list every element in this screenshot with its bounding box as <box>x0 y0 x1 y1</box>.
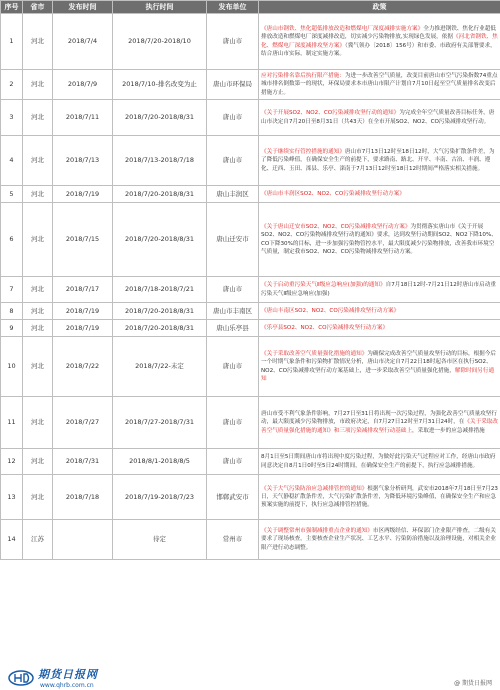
policy-title-text: 《唐山市丰润区SO2、NO2、CO污染减排攻坚行动方案》 <box>261 190 405 197</box>
row-issuer: 唐山迁安市 <box>207 203 259 277</box>
row-policy <box>259 186 500 203</box>
row-number: 13 <box>1 475 23 520</box>
row-publish-date: 2018/7/15 <box>53 203 113 277</box>
row-number: 1 <box>1 14 23 70</box>
row-province: 河北 <box>23 277 53 303</box>
row-issuer: 邯郸武安市 <box>207 475 259 520</box>
row-issuer: 唐山市 <box>207 397 259 449</box>
row-issuer: 唐山市丰南区 <box>207 303 259 320</box>
policy-title-text: 《关于大气污染防治应急减排管控的通知》 <box>261 485 368 492</box>
policy-title-text: 《关于采取改善空气质量强化措施的通知》 <box>261 351 368 358</box>
row-policy <box>259 337 500 397</box>
table-row <box>1 337 500 397</box>
row-exec-period: 2018/7/18-2018/7/21 <box>113 277 207 303</box>
row-province: 河北 <box>23 70 53 100</box>
row-issuer: 唐山市 <box>207 449 259 475</box>
row-province: 江苏 <box>23 520 53 560</box>
table-row <box>1 14 500 70</box>
row-publish-date: 2018/7/27 <box>53 397 113 449</box>
row-exec-period: 2018/7/20-2018/8/31 <box>113 303 207 320</box>
table-row <box>1 277 500 303</box>
row-policy <box>259 320 500 337</box>
table-body <box>1 14 500 560</box>
table-row <box>1 136 500 186</box>
row-province: 河北 <box>23 449 53 475</box>
table-row <box>1 320 500 337</box>
row-exec-period: 2018/7/10-排名改变为止 <box>113 70 207 100</box>
table-row <box>1 70 500 100</box>
row-province: 河北 <box>23 136 53 186</box>
row-exec-period: 2018/7/20-2018/8/31 <box>113 100 207 136</box>
row-publish-date: 2018/7/9 <box>53 70 113 100</box>
policy-title-text: 《河北省钢铁、焦化、燃煤电厂深度减排攻坚方案》 <box>261 34 498 49</box>
row-publish-date: 2018/7/22 <box>53 337 113 397</box>
row-number: 14 <box>1 520 23 560</box>
row-publish-date: 2018/7/18 <box>53 475 113 520</box>
row-exec-period: 2018/7/27-2018/7/31 <box>113 397 207 449</box>
policy-body-text: 唐山市受不利气象条件影响，7月27日至31日将出现一次污染过程，为强化改善空气质量攻坚行动，最大限度减少污染物排放，市政府决定，自7月27日12时至7月31日24时，在 <box>261 411 497 426</box>
row-publish-date: 2018/7/17 <box>53 277 113 303</box>
policy-body-text: 唐山市7月13日12时至18日12时，大气污染扩散条件差，为了降低污染峰值，在确保安全生产的前提下，要求路南、路北、开平、丰南、古冶、丰润、遵化、迁西、玉田、滦县、乐亭、滦南于7月13日12时至18日12时期间严格落实相关措施。 <box>261 149 495 172</box>
policy-title-text: 《关于继续实行管控措施的通知》 <box>261 149 345 156</box>
logo-icon <box>8 670 34 686</box>
row-policy <box>259 475 500 520</box>
row-issuer: 唐山丰润区 <box>207 186 259 203</box>
row-province: 河北 <box>23 337 53 397</box>
row-exec-period: 2018/7/20-2018/8/31 <box>113 320 207 337</box>
row-exec-period: 2018/7/13-2018/7/18 <box>113 136 207 186</box>
table-row <box>1 449 500 475</box>
row-exec-period: 待定 <box>113 520 207 560</box>
row-publish-date: 2018/7/13 <box>53 136 113 186</box>
row-province: 河北 <box>23 100 53 136</box>
policy-body-text: 为进一步改善空气质量，改变目前唐山市空气污染指数74重点城市排名倒数第一的现状，环保局要求本市唐山市限产计划自7月10日起至空气质量排名改变后措施方止。 <box>261 73 498 96</box>
policy-body-text: 全力推进钢铁、焦化行业超低排放改造和燃煤电厂深度减排改造，切实减少污染物排放,实现绿色发展，依据 <box>261 26 496 41</box>
row-province: 河北 <box>23 14 53 70</box>
header-policy: 政策 <box>259 1 500 14</box>
table-row <box>1 203 500 277</box>
row-number: 11 <box>1 397 23 449</box>
table-row <box>1 100 500 136</box>
policy-body-text: 为贯彻落实唐山市《关于开展SO2、NO2、CO污染物减排攻坚行动的通知》要求，达到攻坚行动期间SO2、NO2下降10%、CO下降30%的目标，进一步加强污染物管控水平，最大限度减少污染物排放，改善我市环境空气质量，制定我市SO2、NO2、CO污染物减排攻坚行动方案。 <box>261 224 497 255</box>
policy-body-text: （冀气领办〔2018〕156号）和市委、市政府有关部署要求，结合唐山市实际，制定实施方案。 <box>261 42 496 57</box>
row-policy <box>259 136 500 186</box>
row-publish-date: 2018/7/31 <box>53 449 113 475</box>
row-exec-period: 2018/7/20-2018/8/31 <box>113 203 207 277</box>
row-number: 6 <box>1 203 23 277</box>
row-issuer: 唐山市 <box>207 100 259 136</box>
policy-title-text: 《关于唐山迁安市SO2、NO2、CO污染减排攻坚行动方案》 <box>261 224 411 231</box>
header-publish-date: 发布时间 <box>53 1 113 14</box>
policy-title-text: 《关于调整常州市强制减排重点企业的通知》 <box>261 528 373 535</box>
row-exec-period: 2018/8/1-2018/8/5 <box>113 449 207 475</box>
policy-title-text: 《乐亭县SO2、NO2、CO污染减排攻坚行动方案》 <box>261 324 389 331</box>
row-province: 河北 <box>23 203 53 277</box>
policy-body-text: 自7月18日12时-7月21日12时唐山市启动重污染天气Ⅱ级应急响应(加强) <box>261 282 496 297</box>
row-province: 河北 <box>23 186 53 203</box>
row-policy <box>259 520 500 560</box>
policy-body-text: 8月1日至5日期间唐山市将出现中度污染过程，为做好此污染天气过程应对工作，经唐山市政府同意决定自8月1日0时至5日24时期间，在确保安全生产的前提下，执行应急减排措施。 <box>261 454 496 469</box>
row-policy <box>259 303 500 320</box>
row-issuer: 唐山市环保局 <box>207 70 259 100</box>
row-exec-period: 2018/7/20-2018/10 <box>113 14 207 70</box>
row-number: 12 <box>1 449 23 475</box>
policy-title-text: 《关于启动重污染天气Ⅱ级应急响应(加强)的通知》 <box>261 282 386 289</box>
row-publish-date: 2018/7/19 <box>53 186 113 203</box>
policy-body-text: 市区两级经信、环保部门企业限产排查，二级有关要求了现场核查，主要核查企业生产状况、工艺水平、污染防治措施以及治理设施，对相关企业限产进行动态调整。 <box>261 528 496 551</box>
row-issuer: 唐山乐亭县 <box>207 320 259 337</box>
policy-body-text: 根据气象分析研判，武安市2018年7月18日至7月23日，天气静稳扩散条件差，大气污染扩散条件差，为降低环境污染峰值，在确保安全生产和应急预案实施的前提下，执行应急减排管控措施。 <box>261 485 498 509</box>
footer <box>0 666 500 690</box>
row-policy <box>259 14 500 70</box>
table-row <box>1 397 500 449</box>
row-province: 河北 <box>23 397 53 449</box>
table-row <box>1 303 500 320</box>
row-policy <box>259 397 500 449</box>
policy-title-text: 《唐山市钢铁、焦化超低排放改造和燃煤电厂深度减排实施方案》 <box>261 26 424 33</box>
table-row <box>1 186 500 203</box>
watermark: @ 期货日报网 <box>454 680 492 687</box>
policy-title-text: 应对污染排名靠后执行限产措施： <box>261 73 345 80</box>
row-province: 河北 <box>23 303 53 320</box>
logo-text: 期货日报网 <box>38 668 98 681</box>
row-exec-period: 2018/7/20-2018/8/31 <box>113 186 207 203</box>
row-policy <box>259 449 500 475</box>
header-no: 序号 <box>1 1 23 14</box>
row-policy <box>259 70 500 100</box>
row-number: 9 <box>1 320 23 337</box>
row-exec-period: 2018/7/22-未定 <box>113 337 207 397</box>
policy-title-text: 《关于采取改善空气质量强化措施的通知》和三项污染减排攻坚行动基础上 <box>261 419 498 434</box>
row-number: 10 <box>1 337 23 397</box>
row-policy <box>259 203 500 277</box>
row-issuer: 唐山市 <box>207 136 259 186</box>
row-number: 4 <box>1 136 23 186</box>
row-publish-date: 2018/7/11 <box>53 100 113 136</box>
policy-title-text: 解除时间另行通知 <box>261 367 495 382</box>
row-number: 5 <box>1 186 23 203</box>
row-publish-date <box>53 520 113 560</box>
row-issuer: 唐山市 <box>207 277 259 303</box>
table-row <box>1 475 500 520</box>
row-publish-date: 2018/7/19 <box>53 303 113 320</box>
row-number: 8 <box>1 303 23 320</box>
table-header-row <box>1 1 500 14</box>
policy-body-text: ，采取进一步的应急减排措施 <box>412 427 485 434</box>
row-number: 3 <box>1 100 23 136</box>
table-row <box>1 520 500 560</box>
site-url[interactable]: www.qhrb.com.cn <box>40 682 94 689</box>
policy-body-text: 为完成全年空气质量改善目标任务，唐山市决定自7月20日至8月31日（共43天）在全市开展SO2、NO2、CO污染减排攻坚行动。 <box>261 110 495 125</box>
row-policy <box>259 100 500 136</box>
row-issuer: 唐山市 <box>207 14 259 70</box>
policy-title-text: 《关于开展SO2、NO2、CO污染减排攻坚行动的通知》 <box>261 110 400 117</box>
row-publish-date: 2018/7/4 <box>53 14 113 70</box>
policy-title-text: 《唐山丰南区SO2、NO2、CO污染减排攻坚行动方案》 <box>261 307 400 314</box>
row-publish-date: 2018/7/19 <box>53 320 113 337</box>
row-number: 2 <box>1 70 23 100</box>
header-exec-period: 执行时间 <box>113 1 207 14</box>
row-exec-period: 2018/7/19-2018/7/23 <box>113 475 207 520</box>
row-province: 河北 <box>23 320 53 337</box>
row-province: 河北 <box>23 475 53 520</box>
header-issuer: 发布单位 <box>207 1 259 14</box>
header-province: 省市 <box>23 1 53 14</box>
row-issuer: 常州市 <box>207 520 259 560</box>
policy-body-text: 为确保完成改善空气质量攻坚行动的目标，根据今后一个时期气象条件和污染物扩散情况分析，唐山市决定自7月22日18时起各市区在执行SO2、NO2、CO污染减排攻坚行动方案基础上，进一步采取改善空气质量强化措施， <box>261 351 496 374</box>
row-policy <box>259 277 500 303</box>
row-issuer: 唐山市 <box>207 337 259 397</box>
row-number: 7 <box>1 277 23 303</box>
